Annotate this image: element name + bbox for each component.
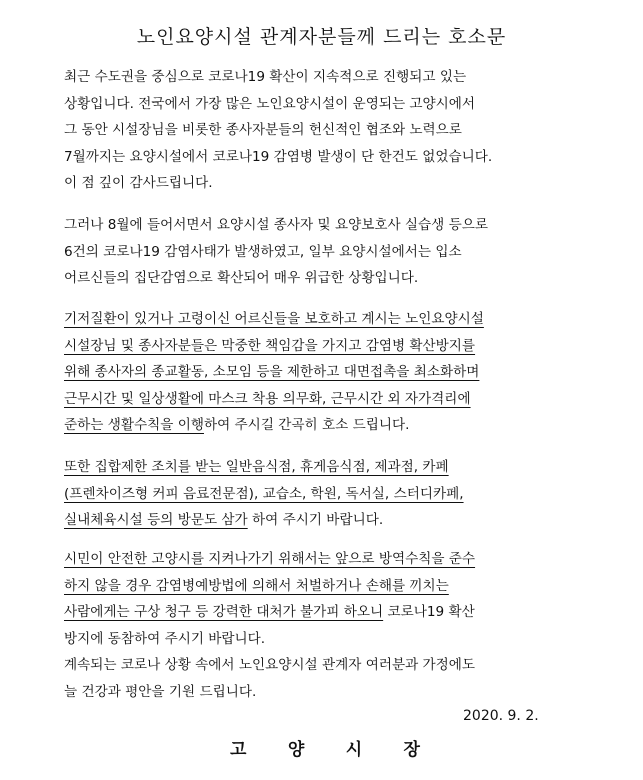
text-line: 늘 건강과 평안을 기원 드립니다.	[64, 683, 257, 700]
plain-segment: 코로나19 확산	[383, 604, 475, 620]
text-line: 이 점 깊이 감사드립니다.	[64, 175, 213, 191]
text-line: 6건의 코로나19 감염사태가 발생하였고, 일부 요양시설에서는 입소	[64, 243, 462, 260]
underlined-segment: 실내체육시설 등의 방문도 삼가	[64, 512, 248, 528]
paragraph-1	[64, 64, 594, 197]
underlined-line: 기저질환이 있거나 고령이신 어르신들을 보호하고 계시는 노인요양시설	[64, 311, 484, 327]
signer-char: 시	[345, 740, 363, 760]
signer	[230, 735, 420, 760]
underlined-line: 근무시간 및 일상생활에 마스크 착용 의무화, 근무시간 외 자가격리에	[64, 390, 471, 407]
text-line: 그 동안 시설장님을 비롯한 종사자분들의 헌신적인 협조와 노력으로	[64, 122, 462, 138]
underlined-segment: 사람에게는 구상 청구 등 강력한 대처가 불가피 하오니	[64, 604, 384, 620]
paragraph-5	[64, 546, 594, 705]
signer-char: 장	[403, 740, 420, 760]
text-line: 7월까지는 요양시설에서 코로나19 감염병 발생이 단 한건도 없었습니다.	[64, 148, 493, 165]
text-line: 그러나 8월에 들어서면서 요양시설 종사자 및 요양보호사 실습생 등으로	[64, 217, 489, 233]
paragraph-4	[64, 454, 594, 534]
document-date: 2020. 9. 2.	[463, 708, 539, 724]
mixed-line	[64, 412, 594, 439]
document-title: 노인요양시설 관계자분들께 드리는 호소문	[136, 26, 507, 48]
underlined-line: 하지 않을 경우 감염병예방법에 의해서 처벌하거나 손해를 끼치는	[64, 577, 449, 594]
paragraph-2	[64, 212, 594, 292]
underlined-line: 시설장님 및 종사자분들은 막중한 책임감을 가지고 감염병 확산방지를	[64, 337, 476, 354]
underlined-line: (프렌차이즈형 커피 음료전문점), 교습소, 학원, 독서실, 스터디카페,	[64, 485, 464, 502]
signer-char: 고	[230, 740, 247, 760]
text-line: 상황입니다. 전국에서 가장 많은 노인요양시설이 운영되는 고양시에서	[64, 95, 476, 112]
paragraph-3	[64, 306, 594, 439]
mixed-line	[64, 599, 594, 626]
underlined-line: 시민이 안전한 고양시를 지켜나가기 위해서는 앞으로 방역수칙을 준수	[64, 551, 476, 567]
signer-char: 양	[287, 740, 305, 760]
plain-segment: 하여 주시기 바랍니다.	[247, 512, 384, 528]
mixed-line	[64, 507, 594, 534]
text-line: 방지에 동참하여 주시기 바랍니다.	[64, 630, 266, 647]
text-line: 어르신들의 집단감염으로 확산되어 매우 위급한 상황입니다.	[64, 270, 419, 286]
text-line: 계속되는 코로나 상황 속에서 노인요양시설 관계자 여러분과 가정에도	[64, 657, 476, 673]
text-line: 최근 수도권을 중심으로 코로나19 확산이 지속적으로 진행되고 있는	[64, 69, 467, 85]
underlined-line: 위해 종사자의 종교활동, 소모임 등을 제한하고 대면접촉을 최소화하며	[64, 364, 480, 380]
plain-segment: 하여 주시길 간곡히 호소 드립니다.	[203, 417, 410, 433]
underlined-segment: 준하는 생활수칙을 이행	[64, 417, 204, 433]
underlined-line: 또한 집합제한 조치를 받는 일반음식점, 휴게음식점, 제과점, 카페	[64, 459, 449, 475]
